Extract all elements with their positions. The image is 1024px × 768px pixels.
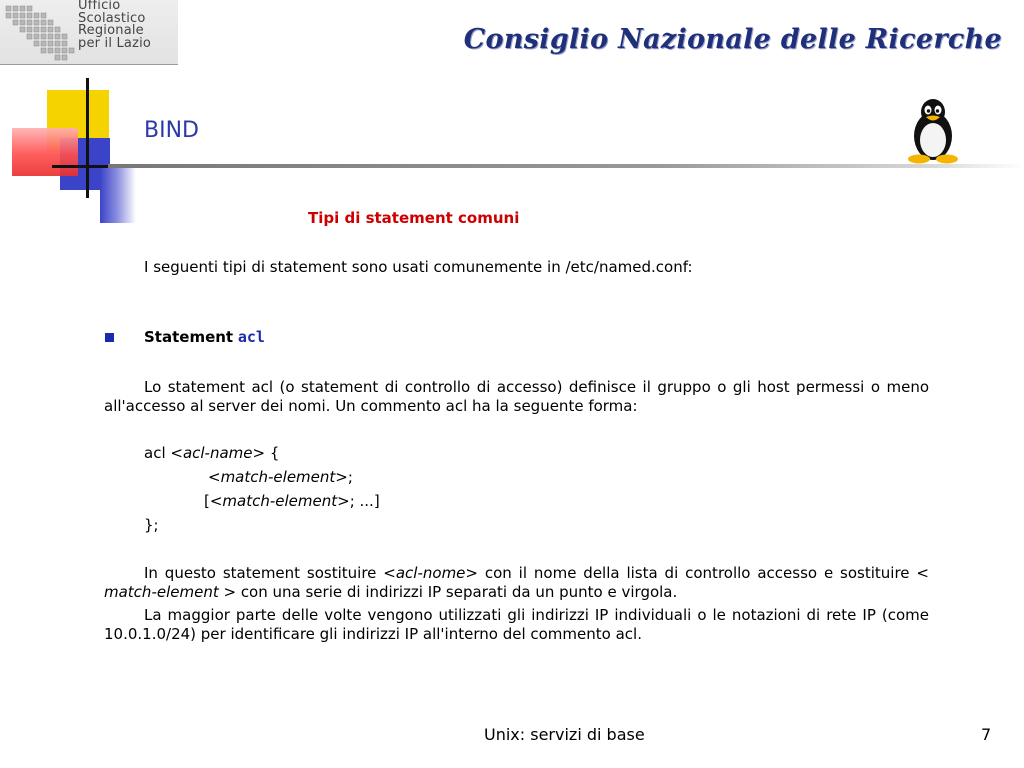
intro-text: I seguenti tipi di statement sono usati comunemente in /etc/named.conf: [144,258,693,276]
code-line-3 [204,492,380,511]
usr-line-4: per il Lazio [78,35,152,51]
bullet-label: Statement [144,328,234,346]
usr-line-3: Regionale [78,23,144,38]
usr-lazio-logo [0,0,178,65]
code-var-match-element-optional: <match-element> [209,492,350,510]
usr-grid-icon [0,0,80,64]
page-number: 7 [981,725,992,744]
para2-var-match-element: < match-element > [104,564,929,601]
footer-title: Unix: servizi di base [484,725,645,744]
deco-vertical-line [86,78,89,198]
bullet-code: acl [237,328,265,346]
paragraph-ip-notation [104,606,929,644]
code-bracket-open: [ [204,492,210,510]
paragraph-substitution [104,564,929,602]
usr-logo-text [78,0,151,50]
code-var-acl-name: <acl-name> [170,444,266,462]
para2-var-acl-nome: <acl-nome> [383,564,478,582]
slide-title: BIND [144,118,199,143]
cnr-logo-text: Consiglio Nazionale delle Ricerche [463,24,1002,55]
usr-line-2: Scolastico [78,10,146,26]
para2-text-3: con una serie di indirizzi IP separati da un punto e virgola. [236,583,678,601]
title-rule [108,164,1024,168]
paragraph-1-text: Lo statement acl (o statement di controllo di accesso) definisce il gruppo o gli host permessi o meno all'accesso al server dei nomi. Un commento acl ha la seguente forma: [104,378,929,415]
para3-text: La maggior parte delle volte vengono utilizzati gli indirizzi IP individuali o le notazioni di rete IP (come 10.0.1.0/24) per identificare gli indirizzi IP all'interno del commento acl. [104,606,929,643]
code-brace-open: { [265,444,280,462]
code-line-4: }; [144,516,159,534]
code-line-2 [208,468,353,487]
deco-red-square [12,128,78,176]
deco-blue-fade [100,165,136,223]
code-semicolon: ; [347,468,353,486]
paragraph-acl-description [104,378,929,416]
section-subtitle: Tipi di statement comuni [308,209,520,227]
code-var-match-element: <match-element> [208,468,348,486]
code-keyword: acl [144,444,171,462]
deco-horizontal-line [52,165,108,168]
para2-text-2: con il nome della lista di controllo accesso e sostituire [477,564,917,582]
code-bracket-close: ; ...] [349,492,380,510]
bullet-statement-acl [144,328,265,347]
tux-penguin-icon [904,98,962,164]
para2-text-1: In questo statement sostituire [144,564,384,582]
code-line-1 [144,444,279,463]
square-bullet-icon [105,333,115,343]
usr-line-1: Ufficio [78,0,121,13]
